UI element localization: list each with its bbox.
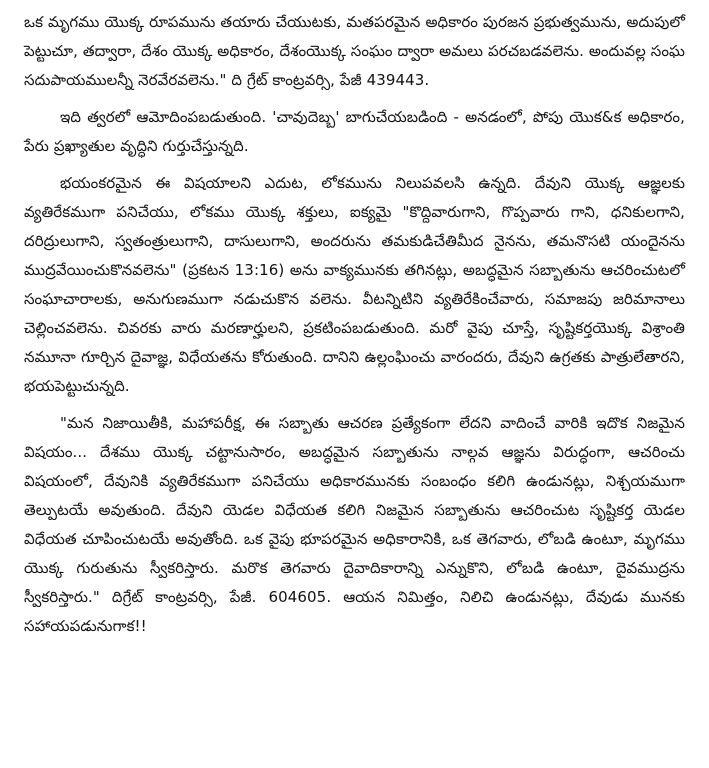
paragraph-3: భయంకరమైన ఈ విషయాలని ఎదుట, లోకమును నిలుపవలసి ఉన్నది. దేవుని యొక్క ఆజ్ఞలకు వ్యతిరేకముగా పనిచేయు, లోకము యొక్క శక్తులు, ఐక్యమై "కొద్దివారుగాని, గొప్పవారు గాని, ధనికులగాని, దరిద్రులుగాని, స్వతంత్రులుగాని, దాసులుగాని, అందరును తమకుడిచేతిమీద నైనను, తమనొసటి యందైనను ముద్రవేయించుకొనవలెను" (ప్రకటన 13:16) అను వాక్యమునకు తగినట్లు, అబద్ధమైన సబ్బాతును ఆచరించుటలో సంఘాచారాలకు, అనుగుణముగా నడుచుకొన వలెను. వీటన్నిటిని వ్యతిరేకించేవారు, సమాజపు జరిమానాలు చెల్లించవలెను. చివరకు వారు మరణార్హులని, ప్రకటింపబడుతుంది. మరో వైపు చూస్తే, సృష్టికర్తయొక్క విశ్రాంతి నమూనా గూర్చిన దైవాజ్ఞ, విధేయతను కోరుతుంది. దానిని ఉల్లంఘించు వారందరు, దేవుని ఉగ్రతకు పాత్రులేతారని, భయపెట్టుచున్నది. [24, 174, 685, 395]
paragraph-4: "మన నిజాయితీకి, మహాపరీక్ష, ఈ సబ్బాతు ఆచరణ ప్రత్యేకంగా లేదని వాదించే వారికి ఇదొక నిజమైన విషయం... దేశము యొక్క చట్టానుసారం, అబద్ధమైన సబ్బాతును నాల్గవ ఆజ్ఞను విరుద్ధంగా, ఆచరించు విషయంలో, దేవునికి వ్యతిరేకముగా పనిచేయు అధికారమునకు సంబంధం కలిగి ఉండునట్లు, నిశ్చయముగా తెల్పుటయే అవుతుంది. దేవుని యెడల విధేయత కలిగి నిజమైన సబ్బాతును ఆచరించుట సృష్టికర్త యెడల విధేయత చూపించుటయే అవుతోంది. ఒక వైపు భూపరమైన అధికారానికి, ఒక తెగవారు, లోబడి ఉంటూ, మృగము యొక్క గురుతును స్వీకరిస్తారు. మరొక తెగవారు దైవాదికారాన్ని ఎన్నుకొని, లోబడి ఉంటూ, దైవముద్రను స్వీకరిస్తారు." దిగ్రేట్ కాంట్రవర్సి, పేజీ. 604605. ఆయన నిమిత్తం, నిలిచి ఉండునట్లు, దేవుడు మునకు సహాయపడునుగాక!! [24, 414, 685, 635]
paragraph-1: ఒక మృగము యొక్క రూపమును తయారు చేయుటకు, మతపరమైన అధికారం పురజన ప్రభుత్వమును, అదుపులో పెట్టుచూ, తద్వారా, దేశం యొక్క అధికారం, దేశంయొక్క సంఘం ద్వారా అమలు పరచబడవలెను. అందువల్ల సంఘ సదుపాయములన్నీ నెరవేరవలెను." ది గ్రేట్ కాంట్రవర్సి, పేజీ 439443. [24, 13, 685, 89]
paragraph-2: ఇది త్వరలో ఆమోదింపబడుతుంది. 'చావుదెబ్బ' బాగుచేయబడింది - అనడంలో, పోపు యొక&క అధికారం, పేరు ప్రఖ్యాతుల వృద్ధిని గుర్తుచేస్తున్నది. [24, 108, 685, 155]
